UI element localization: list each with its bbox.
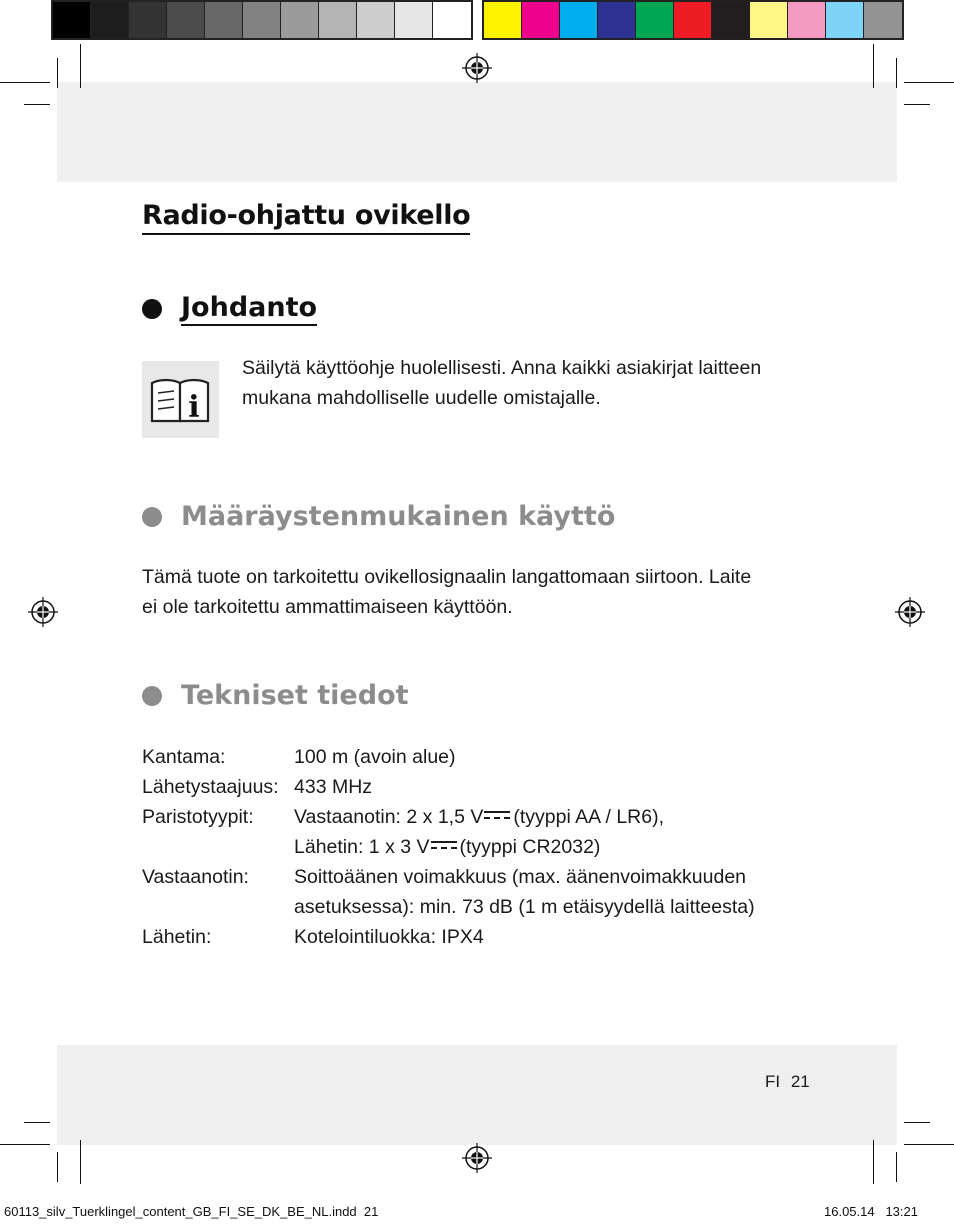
spec-label: Lähetystaajuus:: [142, 776, 279, 798]
svg-text:i: i: [188, 390, 200, 425]
grey-swatch: [53, 2, 91, 38]
spec-value: 433 MHz: [294, 776, 373, 798]
intro-line: mukana mahdolliselle uudelle omistajalle.: [242, 387, 601, 409]
section-heading-intended-use: [142, 501, 615, 532]
manual-info-icon: [142, 361, 219, 438]
registration-mark-icon: [462, 53, 492, 83]
spec-value-part: Vastaanotin: 2 x 1,5 V: [294, 806, 484, 828]
section-heading-intro: [142, 292, 317, 326]
spec-value: [294, 802, 664, 832]
bullet-icon: [142, 299, 162, 319]
color-swatch: [636, 2, 674, 38]
grey-swatch: [433, 2, 471, 38]
grey-swatch: [395, 2, 433, 38]
color-swatch: [674, 2, 712, 38]
color-swatch: [788, 2, 826, 38]
language-code: FI: [765, 1072, 781, 1091]
registration-mark-icon: [28, 597, 58, 627]
dc-voltage-icon: [431, 839, 457, 851]
page-number: [765, 1072, 810, 1092]
grey-color-bar: [51, 0, 473, 40]
slug-file-info: [4, 1204, 378, 1219]
spec-row: [142, 802, 755, 832]
spec-value: 100 m (avoin alue): [294, 746, 456, 768]
section-heading-text: Tekniset tiedot: [181, 680, 409, 711]
grey-swatch: [91, 2, 129, 38]
grey-swatch: [357, 2, 395, 38]
grey-swatch: [281, 2, 319, 38]
bullet-icon: [142, 686, 162, 706]
document-title: Radio-ohjattu ovikello: [142, 200, 470, 235]
color-swatch: [484, 2, 522, 38]
registration-mark-icon: [462, 1143, 492, 1173]
spec-value: [294, 832, 600, 862]
technical-data-table: [142, 742, 755, 952]
color-swatch: [522, 2, 560, 38]
color-swatch: [712, 2, 750, 38]
spec-row: [142, 922, 755, 952]
spec-value-part: (tyyppi AA / LR6),: [513, 806, 665, 828]
page-number-value: 21: [790, 1072, 810, 1091]
slug-timestamp: [824, 1204, 918, 1219]
bullet-icon: [142, 507, 162, 527]
section-heading-technical-data: [142, 680, 409, 711]
spec-label: Lähetin:: [142, 926, 212, 948]
spec-row: [142, 742, 755, 772]
color-swatch: [750, 2, 788, 38]
spec-label: Kantama:: [142, 746, 226, 768]
top-band: [57, 82, 897, 182]
color-swatch: [598, 2, 636, 38]
spec-label: Paristotyypit:: [142, 806, 254, 828]
intended-use-line: ei ole tarkoitettu ammattimaiseen käyttöön.: [142, 596, 513, 618]
intro-line: Säilytä käyttöohje huolellisesti. Anna kaikki asiakirjat laitteen: [242, 357, 762, 379]
spec-row: [142, 832, 755, 862]
intro-paragraph: [242, 353, 761, 413]
spec-label: Vastaanotin:: [142, 866, 249, 888]
spec-value: Kotelointiluokka: IPX4: [294, 926, 484, 948]
grey-swatch: [319, 2, 357, 38]
spec-row: [142, 772, 755, 802]
spec-label: [142, 832, 294, 862]
dc-voltage-icon: [484, 809, 510, 821]
spec-value-part: Lähetin: 1 x 3 V: [294, 836, 430, 858]
spec-value: Soittoäänen voimakkuus (max. äänenvoimakkuuden: [294, 866, 747, 888]
intended-use-paragraph: [142, 562, 751, 622]
bottom-band: [57, 1045, 897, 1145]
color-swatch: [560, 2, 598, 38]
grey-swatch: [243, 2, 281, 38]
intended-use-line: Tämä tuote on tarkoitettu ovikellosignaalin langattomaan siirtoon. Laite: [142, 566, 752, 588]
grey-swatch: [129, 2, 167, 38]
registration-mark-icon: [895, 597, 925, 627]
section-heading-text: Johdanto: [181, 292, 317, 326]
spec-row: [142, 892, 755, 922]
section-heading-text: Määräystenmukainen käyttö: [181, 501, 616, 532]
spec-value: asetuksessa): min. 73 dB (1 m etäisyydellä laitteesta): [294, 896, 755, 918]
grey-swatch: [205, 2, 243, 38]
slug-date: 16.05.14: [824, 1204, 875, 1219]
slug-time: 13:21: [885, 1204, 918, 1219]
color-swatch: [864, 2, 902, 38]
slug-filename: 60113_silv_Tuerklingel_content_GB_FI_SE_DK_BE_NL.indd: [4, 1204, 357, 1219]
process-color-bar: [482, 0, 904, 40]
color-swatch: [826, 2, 864, 38]
grey-swatch: [167, 2, 205, 38]
spec-value-part: (tyyppi CR2032): [459, 836, 601, 858]
spec-row: [142, 862, 755, 892]
spec-label: [142, 892, 294, 922]
slug-page: 21: [363, 1204, 379, 1219]
